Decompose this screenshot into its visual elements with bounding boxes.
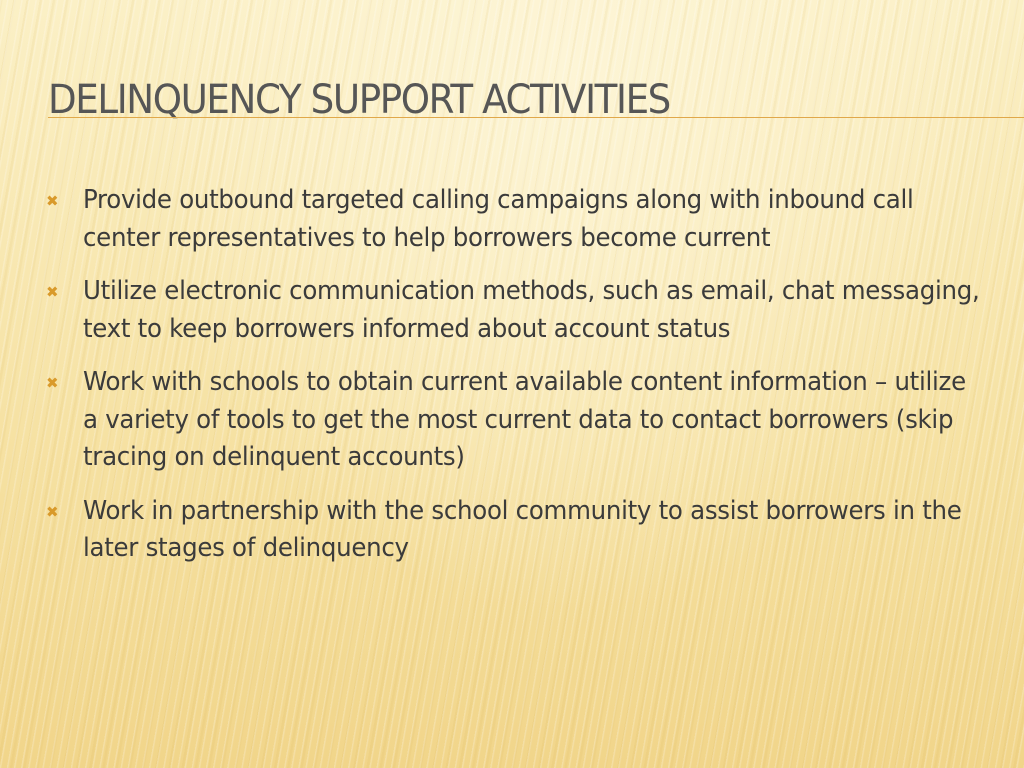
title-underline bbox=[48, 117, 1024, 118]
bullet-item bbox=[46, 273, 1006, 348]
cross-bullet-icon: ✖ bbox=[46, 192, 59, 210]
cross-bullet-icon: ✖ bbox=[46, 502, 59, 521]
bullet-list bbox=[46, 182, 1006, 584]
bullet-item bbox=[46, 182, 1006, 257]
slide-title: DELINQUENCY SUPPORT ACTIVITIES bbox=[48, 77, 670, 123]
bullet-text: Work with schools to obtain current available content information – utilize a variety of tools to get the most current data to contact borrowers (skip tracing on delinquent accounts) bbox=[83, 367, 966, 472]
bullet-text: Work in partnership with the school community to assist borrowers in the later stages of delinquency bbox=[83, 495, 962, 563]
bullet-text: Utilize electronic communication methods, such as email, chat messaging, text to keep borrowers informed about account status bbox=[83, 276, 980, 344]
bullet-item bbox=[46, 493, 1006, 568]
bullet-text: Provide outbound targeted calling campaigns along with inbound call center representatives to help borrowers become current bbox=[83, 185, 914, 253]
cross-bullet-icon: ✖ bbox=[46, 374, 59, 392]
cross-bullet-icon: ✖ bbox=[46, 283, 59, 301]
bullet-item bbox=[46, 364, 1006, 477]
